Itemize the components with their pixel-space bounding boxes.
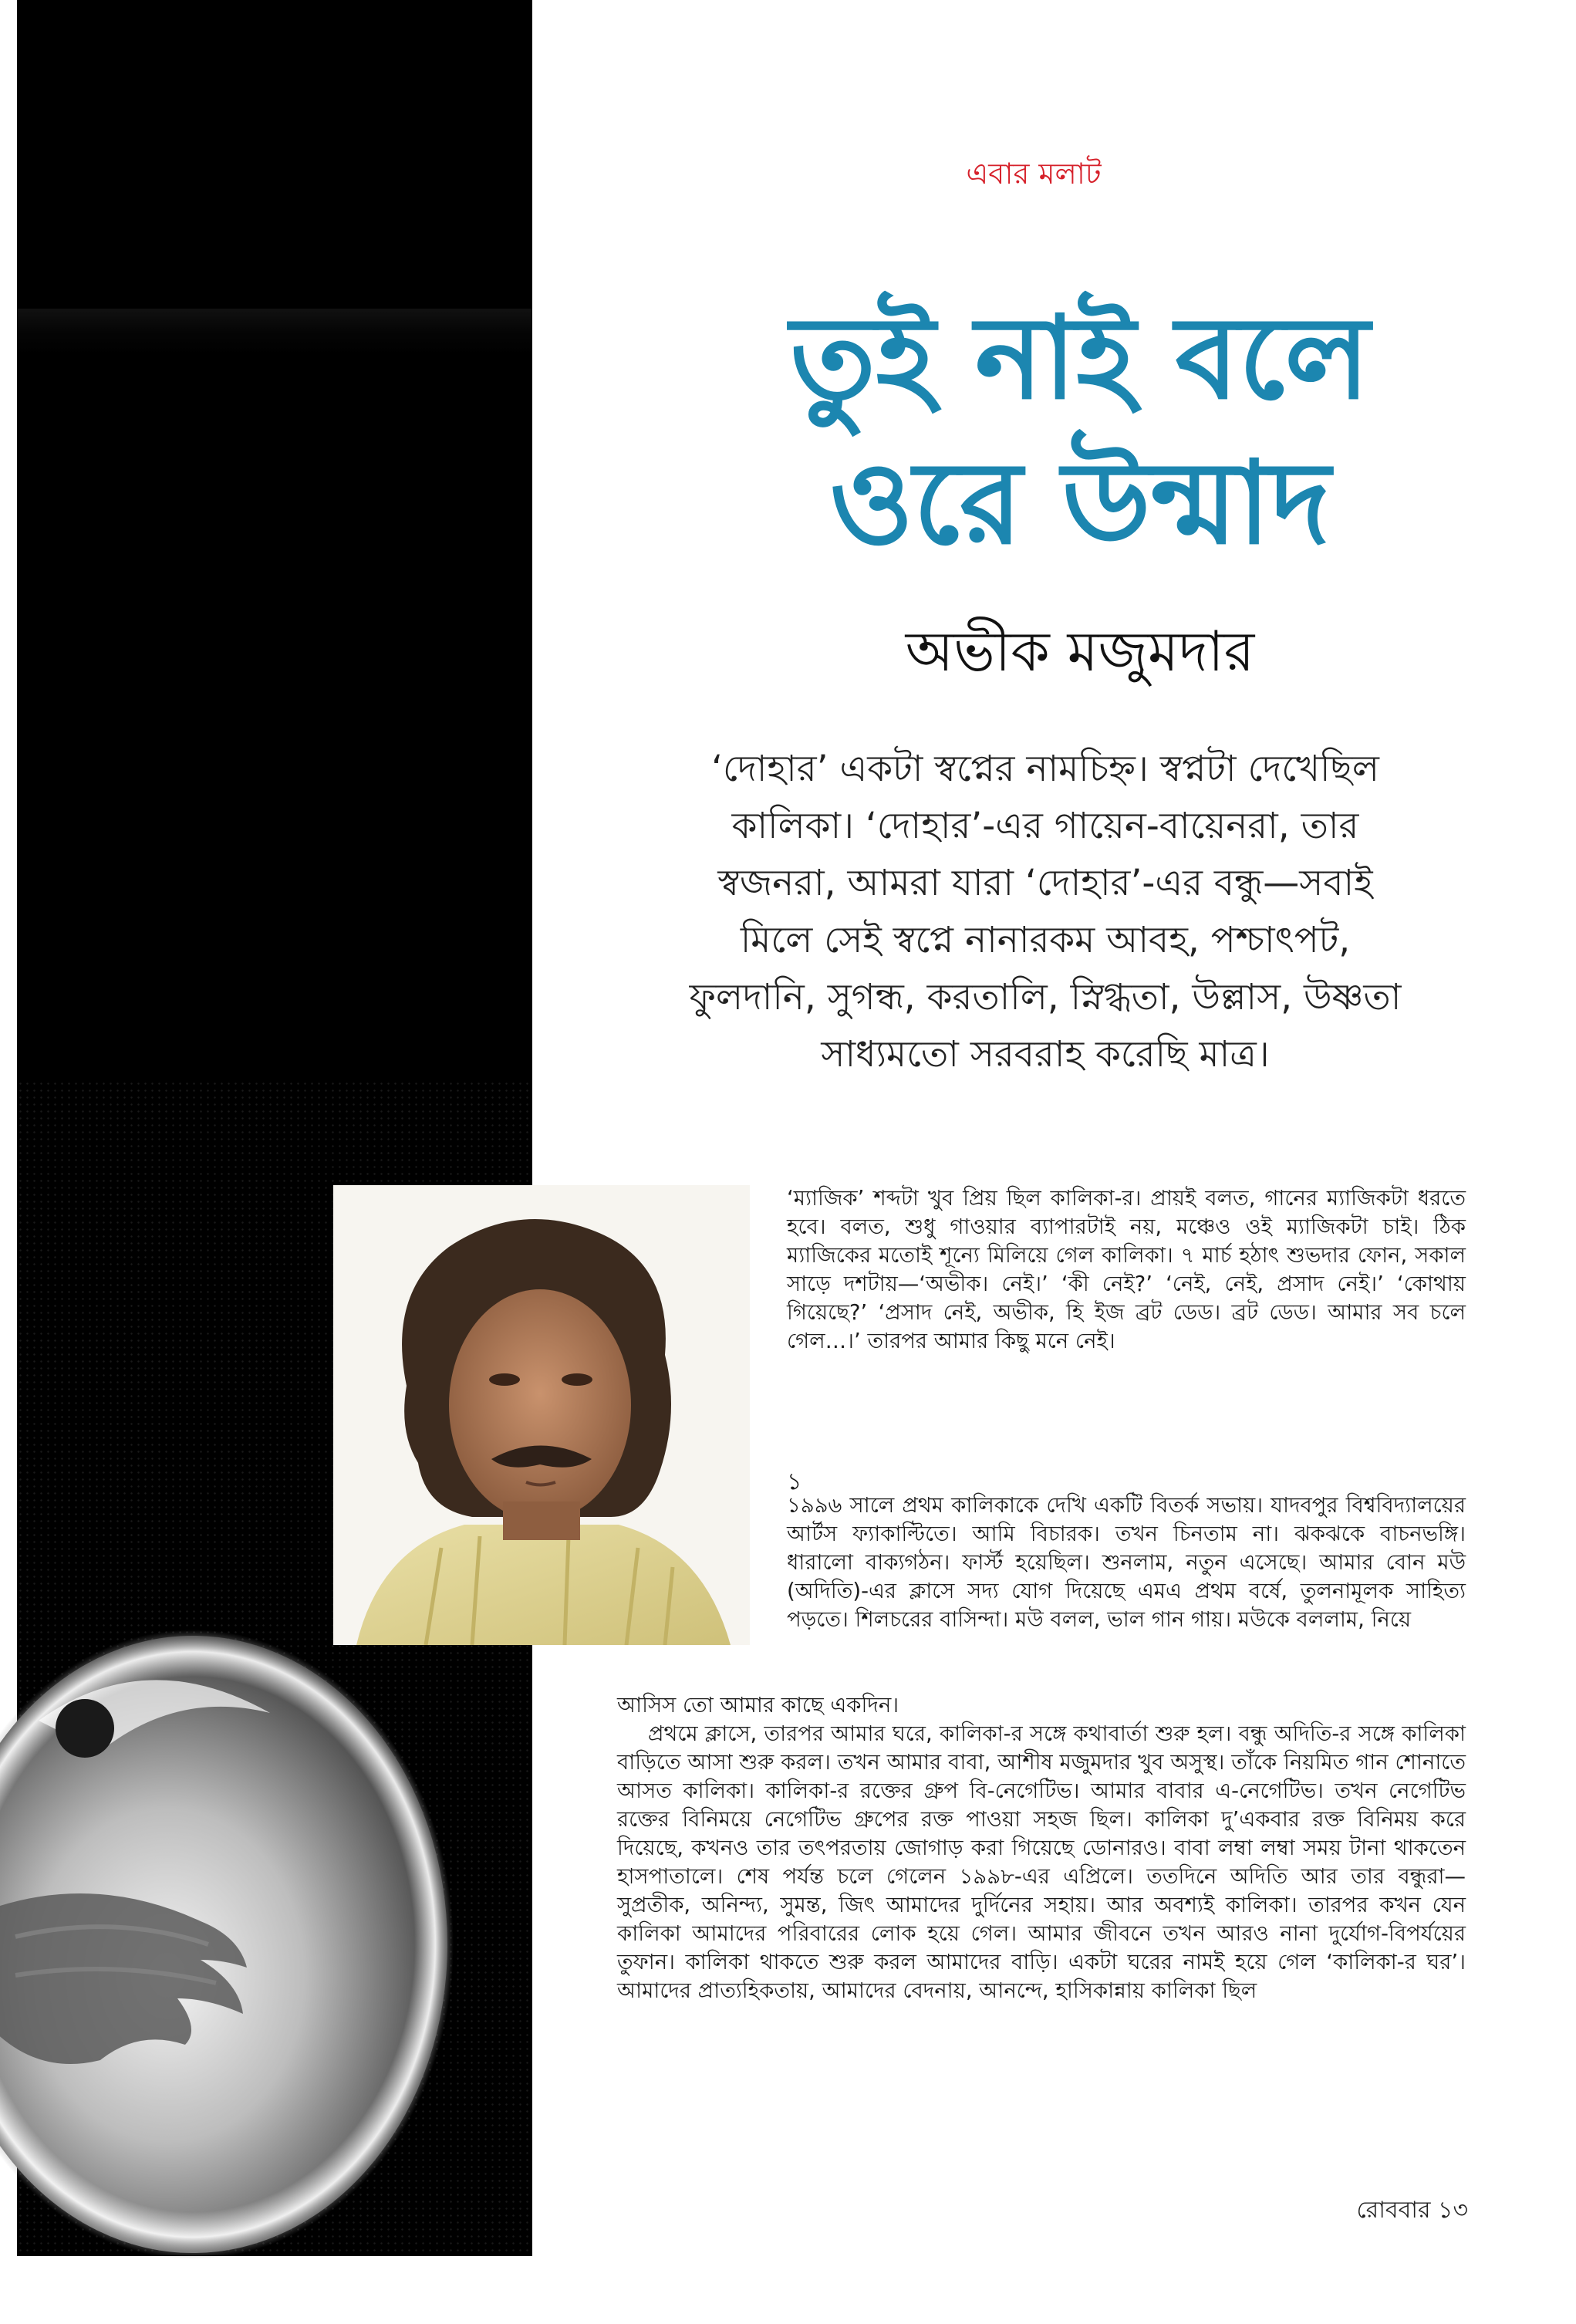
section-number: ১ [787, 1468, 802, 1495]
body-column-wide [617, 1691, 1466, 2005]
section-label: এবার মলাট [966, 157, 1102, 191]
page-number: রোববার ১৩ [1356, 2197, 1468, 2224]
body-paragraph-first-meeting [787, 1491, 1466, 1634]
body-paragraph-intro [787, 1184, 1466, 1356]
lead-line: ফুলদানি, সুগন্ধ, করতালি, স্নিগ্ধতা, উল্লাস, উষ্ণতা [689, 976, 1402, 1018]
background-band [17, 0, 532, 1191]
lead-line: মিলে সেই স্বপ্নে নানারকম আবহ, পশ্চাৎপট, [740, 919, 1351, 961]
lead-line: কালিকা। ‘দোহার’-এর গায়েন-বায়েনরা, তার [731, 805, 1359, 847]
paragraph: প্রথমে ক্লাসে, তারপর আমার ঘরে, কালিকা-র সঙ্গে কথাবার্তা শুরু হল। বন্ধু অদিতি-র সঙ্গে কালিকা বাড়িতে আসা শুরু করল। তখন আমার বাবা, আশীষ মজুমদার খুব অসুস্থ। তাঁকে নিয়মিত গান শোনাতে আসত কালিকা। কালিকা-র রক্তের গ্রুপ বি-নেগেটিভ। আমার বাবার এ-নেগেটিভ। তখন নেগেটিভ রক্তের বিনিময়ে নেগেটিভ গ্রুপের রক্ত পাওয়া সহজ ছিল। কালিকা দু’একবার রক্ত বিনিময় করে দিয়েছে, কখনও তার তৎপরতায় জোগাড় করা গিয়েছে ডোনারও। বাবা লম্বা লম্বা সময় টানা থাকতেন হাসপাতালে। শেষ পর্যন্ত চলে গেলেন ১৯৯৮-এর এপ্রিলে। ততদিনে অদিতি আর তার বন্ধুরা—সুপ্রতীক, অনিন্দ্য, সুমন্ত, জিৎ আমাদের দুর্দিনের সহায়। আর অবশ্যই কালিকা। তারপর কখন যেন কালিকা আমাদের পরিবারের লোক হয়ে গেল। আমার জীবনে তখন আরও নানা দুর্যোগ-বিপর্যয়ের তুফান। কালিকা থাকতে শুরু করল আমাদের বাড়ি। একটা ঘরের নামই হয়ে গেল ‘কালিকা-র ঘর’। আমাদের প্রাত্যহিকতায়, আমাদের বেদনায়, আনন্দে, হাসিকান্নায় কালিকা ছিল [617, 1721, 1466, 2003]
lead-line: ‘দোহার’ একটা স্বপ্নের নামচিহ্ন। স্বপ্নটা দেখেছিল [711, 748, 1379, 790]
author-photo [333, 1185, 750, 1645]
drum-hole [56, 1699, 114, 1758]
lead-paragraph [617, 741, 1473, 1083]
author-name: অভীক মজুমদার [905, 619, 1255, 684]
paragraph-continuation: আসিস তো আমার কাছে একদিন। [617, 1693, 899, 1718]
background-band-fade [17, 309, 532, 355]
page-title [679, 285, 1481, 576]
lead-line: সাধ্যমতো সরবরাহ করেছি মাত্র। [821, 1033, 1270, 1076]
title-line-1: তুই নাই বলে [790, 292, 1370, 424]
drum-photo [0, 1597, 463, 2268]
lead-line: স্বজনরা, আমরা যারা ‘দোহার’-এর বন্ধু—সবাই [717, 862, 1373, 904]
paragraph: ১৯৯৬ সালে প্রথম কালিকাকে দেখি একটি বিতর্ক সভায়। যাদবপুর বিশ্ববিদ্যালয়ের আর্টস ফ্যাকাল্টিতে। আমি বিচারক। তখন চিনতাম না। ঝকঝকে বাচনভঙ্গি। ধারালো বাক্যগঠন। ফার্স্ট হয়েছিল। শুনলাম, নতুন এসেছে। আমার বোন মউ (অদিতি)-এর ক্লাসে সদ্য যোগ দিয়েছে এমএ প্রথম বর্ষে, তুলনামূলক সাহিত্য পড়তে। শিলচরের বাসিন্দা। মউ বলল, ভাল গান গায়। মউকে বললাম, নিয়ে [787, 1493, 1466, 1632]
paragraph: ‘ম্যাজিক’ শব্দটা খুব প্রিয় ছিল কালিকা-র। প্রায়ই বলত, গানের ম্যাজিকটা ধরতে হবে। বলত, শুধু গাওয়ার ব্যাপারটাই নয়, মঞ্চেও ওই ম্যাজিকটা চাই। ঠিক ম্যাজিকের মতোই শূন্যে মিলিয়ে গেল কালিকা। ৭ মার্চ হঠাৎ শুভদার ফোন, সকাল সাড়ে দশটায়—‘অভীক। নেই।’ ‘কী নেই?’ ‘নেই, নেই, প্রসাদ নেই।’ ‘কোথায় গিয়েছে?’ ‘প্রসাদ নেই, অভীক, হি ইজ ব্রট ডেড। ব্রট ডেড। আমার সব চলে গেল…।’ তারপর আমার কিছু মনে নেই। [787, 1186, 1466, 1353]
title-line-2: ওরে উন্মাদ [829, 437, 1331, 569]
